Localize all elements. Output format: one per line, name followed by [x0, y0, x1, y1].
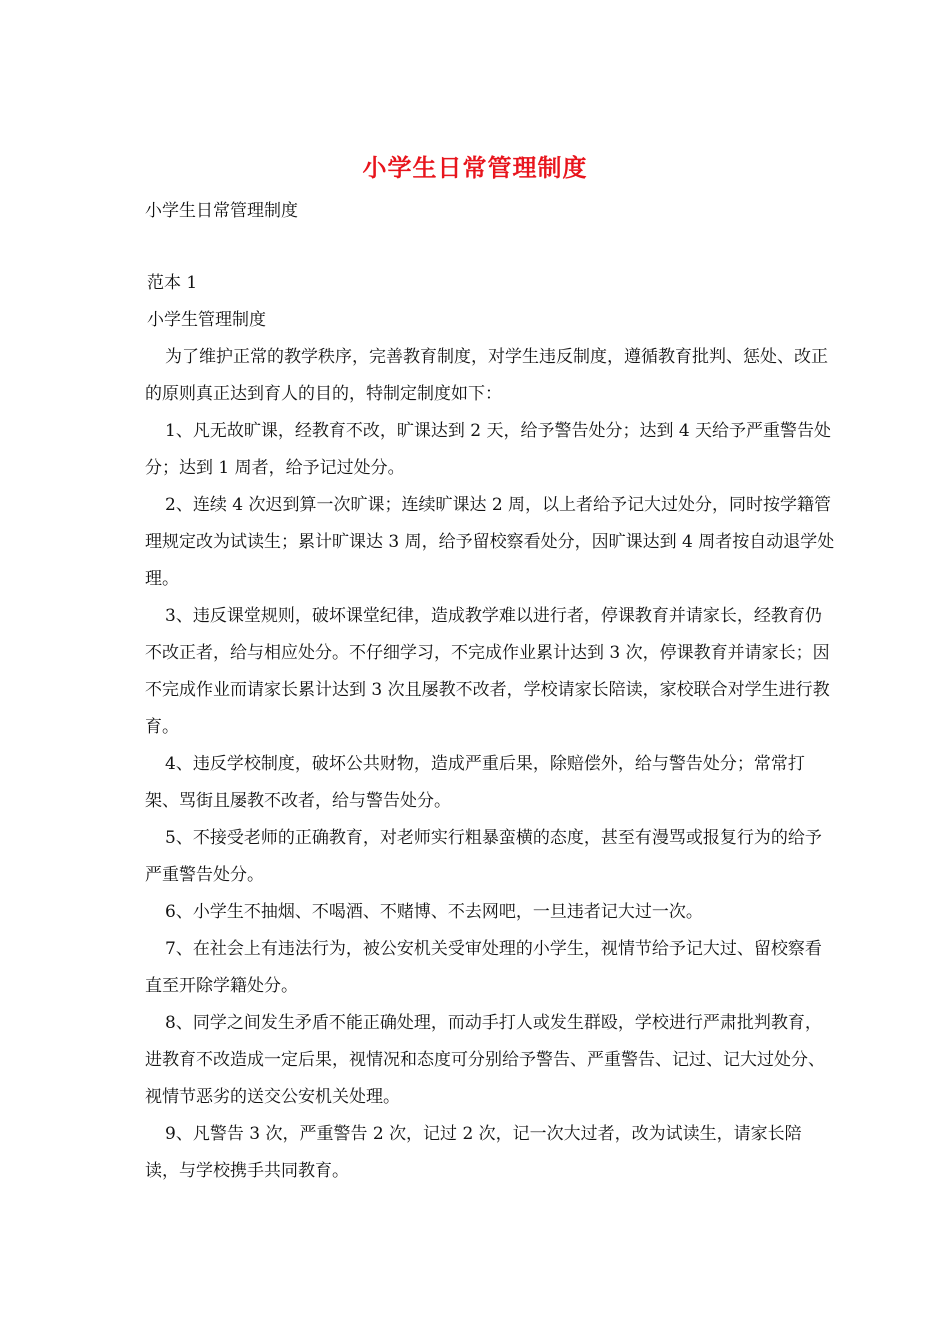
rule-paragraph: 2、连续 4 次迟到算一次旷课；连续旷课达 2 周，以上者给予记大过处分，同时按学籍管理规定改为试读生；累计旷课达 3 周，给予留校察看处分，因旷课达到 4 周者按自动退学处理。 — [145, 495, 835, 589]
rule-paragraph: 4、违反学校制度，破坏公共财物，造成严重后果，除赔偿外，给与警告处分；常常打架、骂街且屡教不改者，给与警告处分。 — [145, 754, 805, 811]
rule-paragraph: 9、凡警告 3 次，严重警告 2 次，记过 2 次，记一次大过者，改为试读生，请家长陪读，与学校携手共同教育。 — [145, 1124, 802, 1181]
rule-paragraph: 7、在社会上有违法行为，被公安机关受审处理的小学生，视情节给予记大过、留校察看直至开除学籍处分。 — [145, 939, 822, 996]
rule-paragraph: 3、违反课堂规则，破坏课堂纪律，造成教学难以进行者，停课教育并请家长，经教育仍不改正者，给与相应处分。不仔细学习，不完成作业累计达到 3 次，停课教育并请家长；因不完成作业而请家长累计达到 3 次且屡教不改者，学校请家长陪读，家校联合对学生进行教育。 — [145, 606, 830, 737]
rule-paragraph: 8、同学之间发生矛盾不能正确处理，而动手打人或发生群殴，学校进行严肃批判教育，进教育不改造成一定后果，视情况和态度可分别给予警告、严重警告、记过、记大过处分、视情节恶劣的送交公安机关处理。 — [145, 1013, 825, 1107]
rule-paragraph: 1、凡无故旷课，经教育不改，旷课达到 2 天，给予警告处分；达到 4 天给予严重警告处分；达到 1 周者，给予记过处分。 — [145, 421, 832, 478]
rule-paragraph: 6、小学生不抽烟、不喝酒、不赌博、不去网吧，一旦违者记大过一次。 — [165, 902, 703, 922]
section-heading: 小学生管理制度 — [147, 310, 266, 330]
sample-label: 范本 1 — [147, 273, 198, 293]
rule-paragraph: 5、不接受老师的正确教育，对老师实行粗暴蛮横的态度，甚至有漫骂或报复行为的给予严重警告处分。 — [145, 828, 822, 885]
document-title: 小学生日常管理制度 — [362, 153, 588, 182]
intro-paragraph: 为了维护正常的教学秩序，完善教育制度，对学生违反制度，遵循教育批判、惩处、改正的原则真正达到育人的目的，特制定制度如下： — [145, 347, 828, 404]
document-body — [145, 265, 835, 1190]
document-subtitle: 小学生日常管理制度 — [145, 201, 298, 221]
